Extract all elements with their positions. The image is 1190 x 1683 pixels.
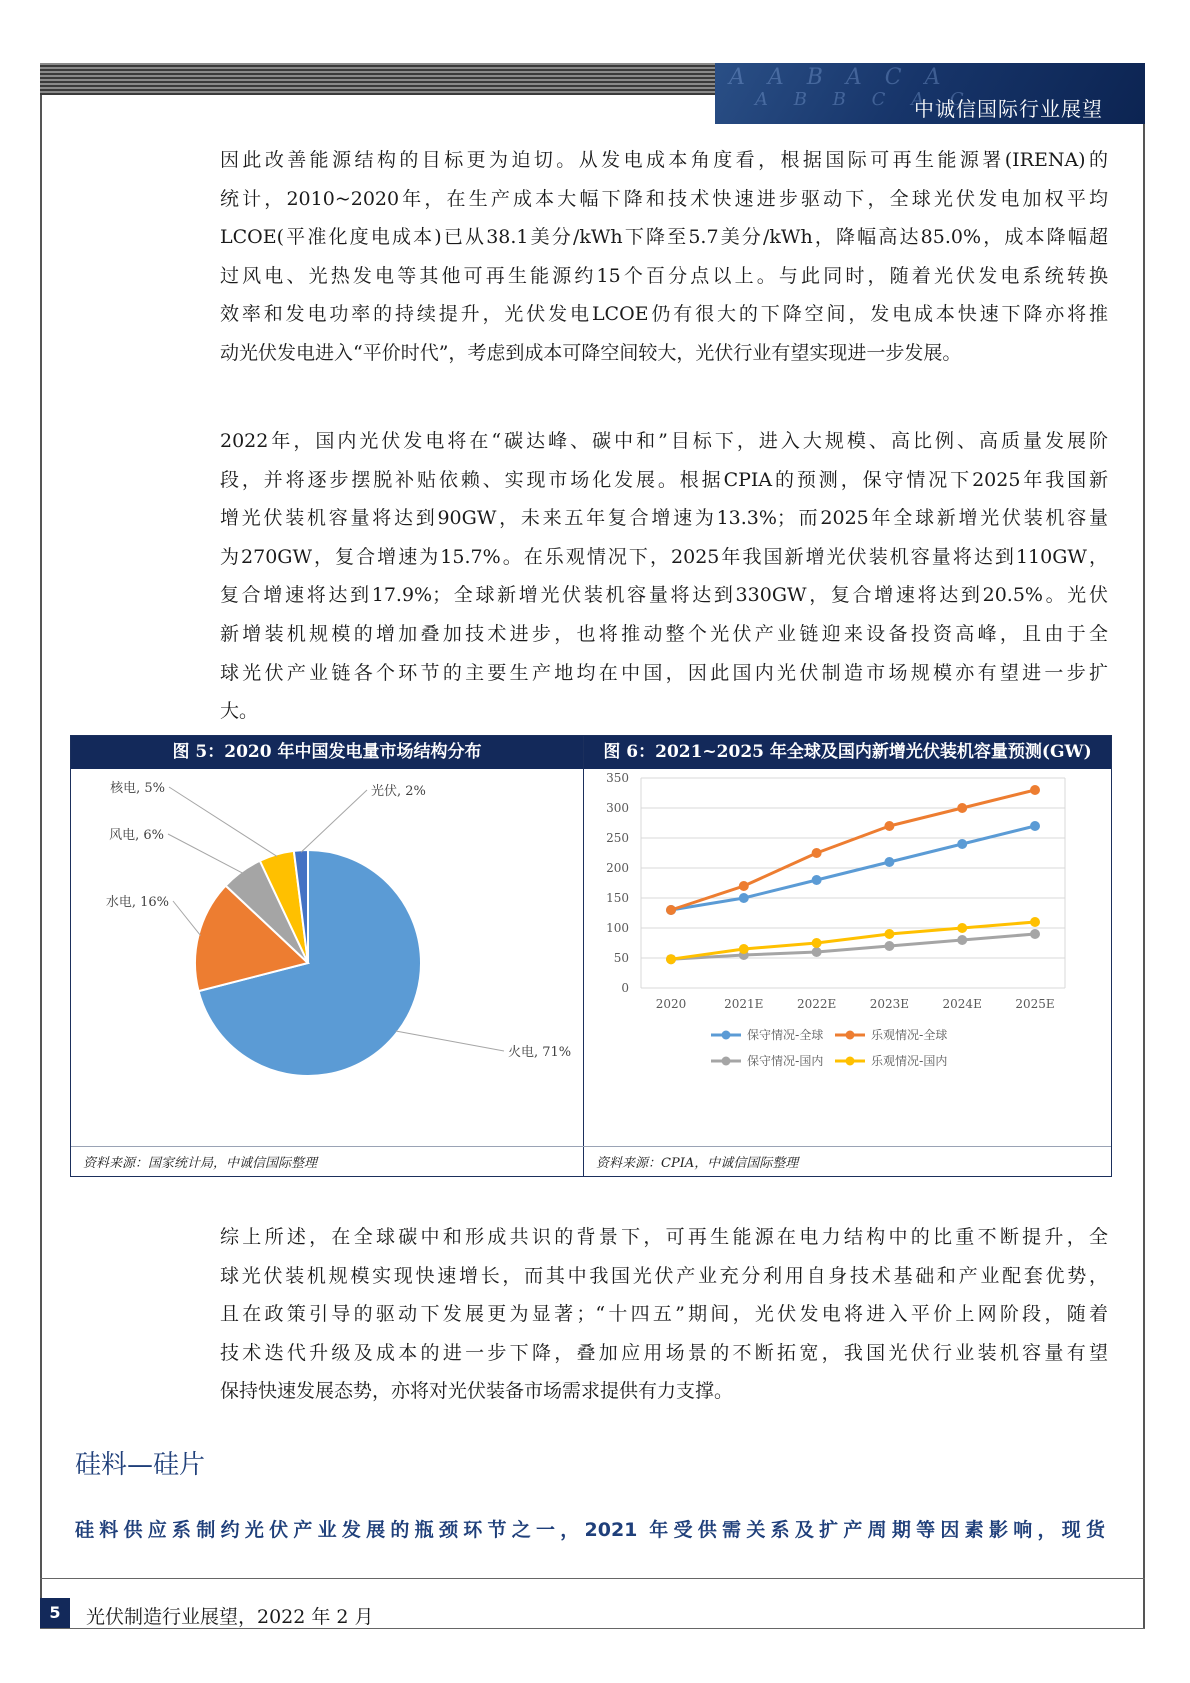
data-point — [739, 944, 749, 954]
banner-decoration-row2: A B B C A C — [755, 89, 974, 110]
data-point — [739, 893, 749, 903]
pie-chart — [71, 770, 581, 1145]
y-tick-label: 0 — [621, 981, 629, 995]
data-point — [957, 803, 967, 813]
paragraph-line: 过风电、光热发电等其他可再生能源约15个百分点以上。与此同时，随着光伏发电系统转换 — [220, 264, 1108, 287]
header-stripe-bar — [40, 63, 715, 95]
figure-6-source: 资料来源：CPIA，中诚信国际整理 — [596, 1156, 799, 1171]
data-point — [957, 839, 967, 849]
legend-marker — [722, 1057, 731, 1066]
paragraph-line: 段，并将逐步摆脱补贴依赖、实现市场化发展。根据CPIA的预测，保守情况下2025年我国新 — [220, 468, 1108, 491]
x-tick-label: 2022E — [796, 997, 837, 1011]
data-point — [1030, 785, 1040, 795]
y-tick-label: 300 — [606, 801, 629, 815]
x-tick-label: 2021E — [724, 997, 764, 1011]
pie-label: 核电, 5% — [110, 781, 165, 796]
data-point — [812, 938, 822, 948]
figure-5-title: 图 5：2020 年中国发电量市场结构分布 — [71, 736, 583, 769]
data-point — [1030, 929, 1040, 939]
data-point — [1030, 917, 1040, 927]
paragraph-line: 新增装机规模的增加叠加技术进步，也将推动整个光伏产业链迎来设备投资高峰，且由于全 — [220, 622, 1108, 645]
header-banner — [715, 63, 1145, 124]
data-point — [1030, 821, 1040, 831]
figure-6-title: 图 6：2021~2025 年全球及国内新增光伏装机容量预测(GW) — [584, 736, 1111, 769]
data-point — [666, 905, 676, 915]
paragraph-line: 保持快速发展态势，亦将对光伏装备市场需求提供有力支撑。 — [220, 1380, 734, 1403]
data-point — [812, 947, 822, 957]
footer-divider — [40, 1578, 1145, 1579]
pie-label: 火电, 71% — [508, 1045, 572, 1060]
paragraph-line: 球光伏产业链各个环节的主要生产地均在中国，因此国内光伏制造市场规模亦有望进一步扩 — [220, 661, 1108, 684]
paragraph-line: 效率和发电功率的持续提升，光伏发电LCOE仍有很大的下降空间，发电成本快速下降亦将推 — [220, 303, 1108, 326]
pie-label: 风电, 6% — [109, 828, 164, 843]
paragraph-line: 统计，2010~2020年，在生产成本大幅下降和技术快速进步驱动下，全球光伏发电加权平均 — [220, 187, 1108, 210]
paragraph-line: 因此改善能源结构的目标更为迫切。从发电成本角度看，根据国际可再生能源署(IRENA)的 — [220, 149, 1108, 171]
paragraph-line: 且在政策引导的驱动下发展更为显著；“十四五”期间，光伏发电将进入平价上网阶段，随着 — [220, 1303, 1108, 1326]
paragraph-line: 综上所述，在全球碳中和形成共识的背景下，可再生能源在电力结构中的比重不断提升，全 — [220, 1226, 1108, 1248]
pie-label: 水电, 16% — [105, 895, 169, 910]
paragraph-line: 复合增速将达到17.9%；全球新增光伏装机容量将达到330GW，复合增速将达到20.5%。光伏 — [220, 584, 1108, 607]
paragraph-1 — [220, 141, 1108, 373]
data-point — [812, 848, 822, 858]
x-tick-label: 2023E — [869, 997, 910, 1011]
page-frame-right — [1143, 63, 1145, 1628]
data-point — [884, 857, 894, 867]
y-tick-label: 100 — [606, 921, 629, 935]
paragraph-line: 2022年，国内光伏发电将在“碳达峰、碳中和”目标下，进入大规模、高比例、高质量发展阶 — [220, 430, 1108, 452]
figure-5-source: 资料来源：国家统计局，中诚信国际整理 — [83, 1156, 318, 1171]
legend-marker — [722, 1031, 731, 1040]
x-tick-label: 2020 — [655, 997, 687, 1011]
section-lead-sentence: 硅料供应系制约光伏产业发展的瓶颈环节之一，2021 年受供需关系及扩产周期等因素影响，现货 — [75, 1519, 1105, 1541]
data-point — [666, 954, 676, 964]
data-point — [884, 941, 894, 951]
paragraph-line: 技术迭代升级及成本的进一步下降，叠加应用场景的不断拓宽，我国光伏行业装机容量有望 — [220, 1341, 1108, 1364]
y-tick-label: 350 — [606, 771, 629, 785]
data-point — [884, 929, 894, 939]
pie-leader-line — [173, 901, 200, 935]
pie-leader-line — [168, 834, 243, 873]
pie-leader-line — [396, 1031, 504, 1051]
paragraph-2 — [220, 422, 1108, 731]
legend-marker — [846, 1057, 855, 1066]
pie-leader-line — [301, 790, 367, 852]
data-point — [957, 935, 967, 945]
y-tick-label: 150 — [606, 891, 629, 905]
paragraph-line: 球光伏装机规模实现快速增长，而其中我国光伏产业充分利用自身技术基础和产业配套优势， — [220, 1264, 1108, 1287]
paragraph-line: 大。 — [220, 700, 259, 723]
pie-label: 光伏, 2% — [371, 784, 426, 799]
legend-label: 保守情况-国内 — [747, 1054, 824, 1068]
banner-decoration: A A B A C A — [729, 65, 949, 90]
figure-source-divider — [71, 1146, 1111, 1147]
y-tick-label: 50 — [613, 951, 629, 965]
footer-report-title: 光伏制造行业展望，2022 年 2 月 — [86, 1606, 374, 1628]
data-point — [957, 923, 967, 933]
paragraph-line: 增光伏装机容量将达到90GW，未来五年复合增速为13.3%；而2025年全球新增光伏装机容量 — [220, 507, 1108, 530]
paragraph-line: 为270GW，复合增速为15.7%。在乐观情况下，2025年我国新增光伏装机容量将达到110GW， — [220, 545, 1108, 568]
x-tick-label: 2025E — [1015, 997, 1055, 1011]
legend-label: 保守情况-全球 — [747, 1028, 824, 1042]
y-tick-label: 250 — [606, 831, 629, 845]
section-title: 硅料—硅片 — [75, 1450, 206, 1480]
pie-leader-line — [169, 787, 277, 856]
x-tick-label: 2024E — [942, 997, 982, 1011]
page-number: 5 — [40, 1598, 70, 1628]
paragraph-3 — [220, 1218, 1108, 1411]
legend-marker — [846, 1031, 855, 1040]
report-series-title: 中诚信国际行业展望 — [914, 97, 1103, 121]
legend-label: 乐观情况-全球 — [871, 1028, 948, 1042]
data-point — [884, 821, 894, 831]
data-point — [812, 875, 822, 885]
legend-label: 乐观情况-国内 — [871, 1054, 948, 1068]
line-chart — [585, 770, 1111, 1145]
page-frame-left — [40, 63, 42, 1628]
data-point — [739, 881, 749, 891]
paragraph-line: 动光伏发电进入“平价时代”，考虑到成本可降空间较大，光伏行业有望实现进一步发展。 — [220, 341, 962, 364]
figure-divider — [583, 736, 584, 1176]
paragraph-line: LCOE(平准化度电成本)已从38.1美分/kWh下降至5.7美分/kWh，降幅高达85.0%，成本降幅超 — [220, 226, 1108, 249]
figure-panel — [70, 735, 1112, 1177]
y-tick-label: 200 — [606, 861, 629, 875]
